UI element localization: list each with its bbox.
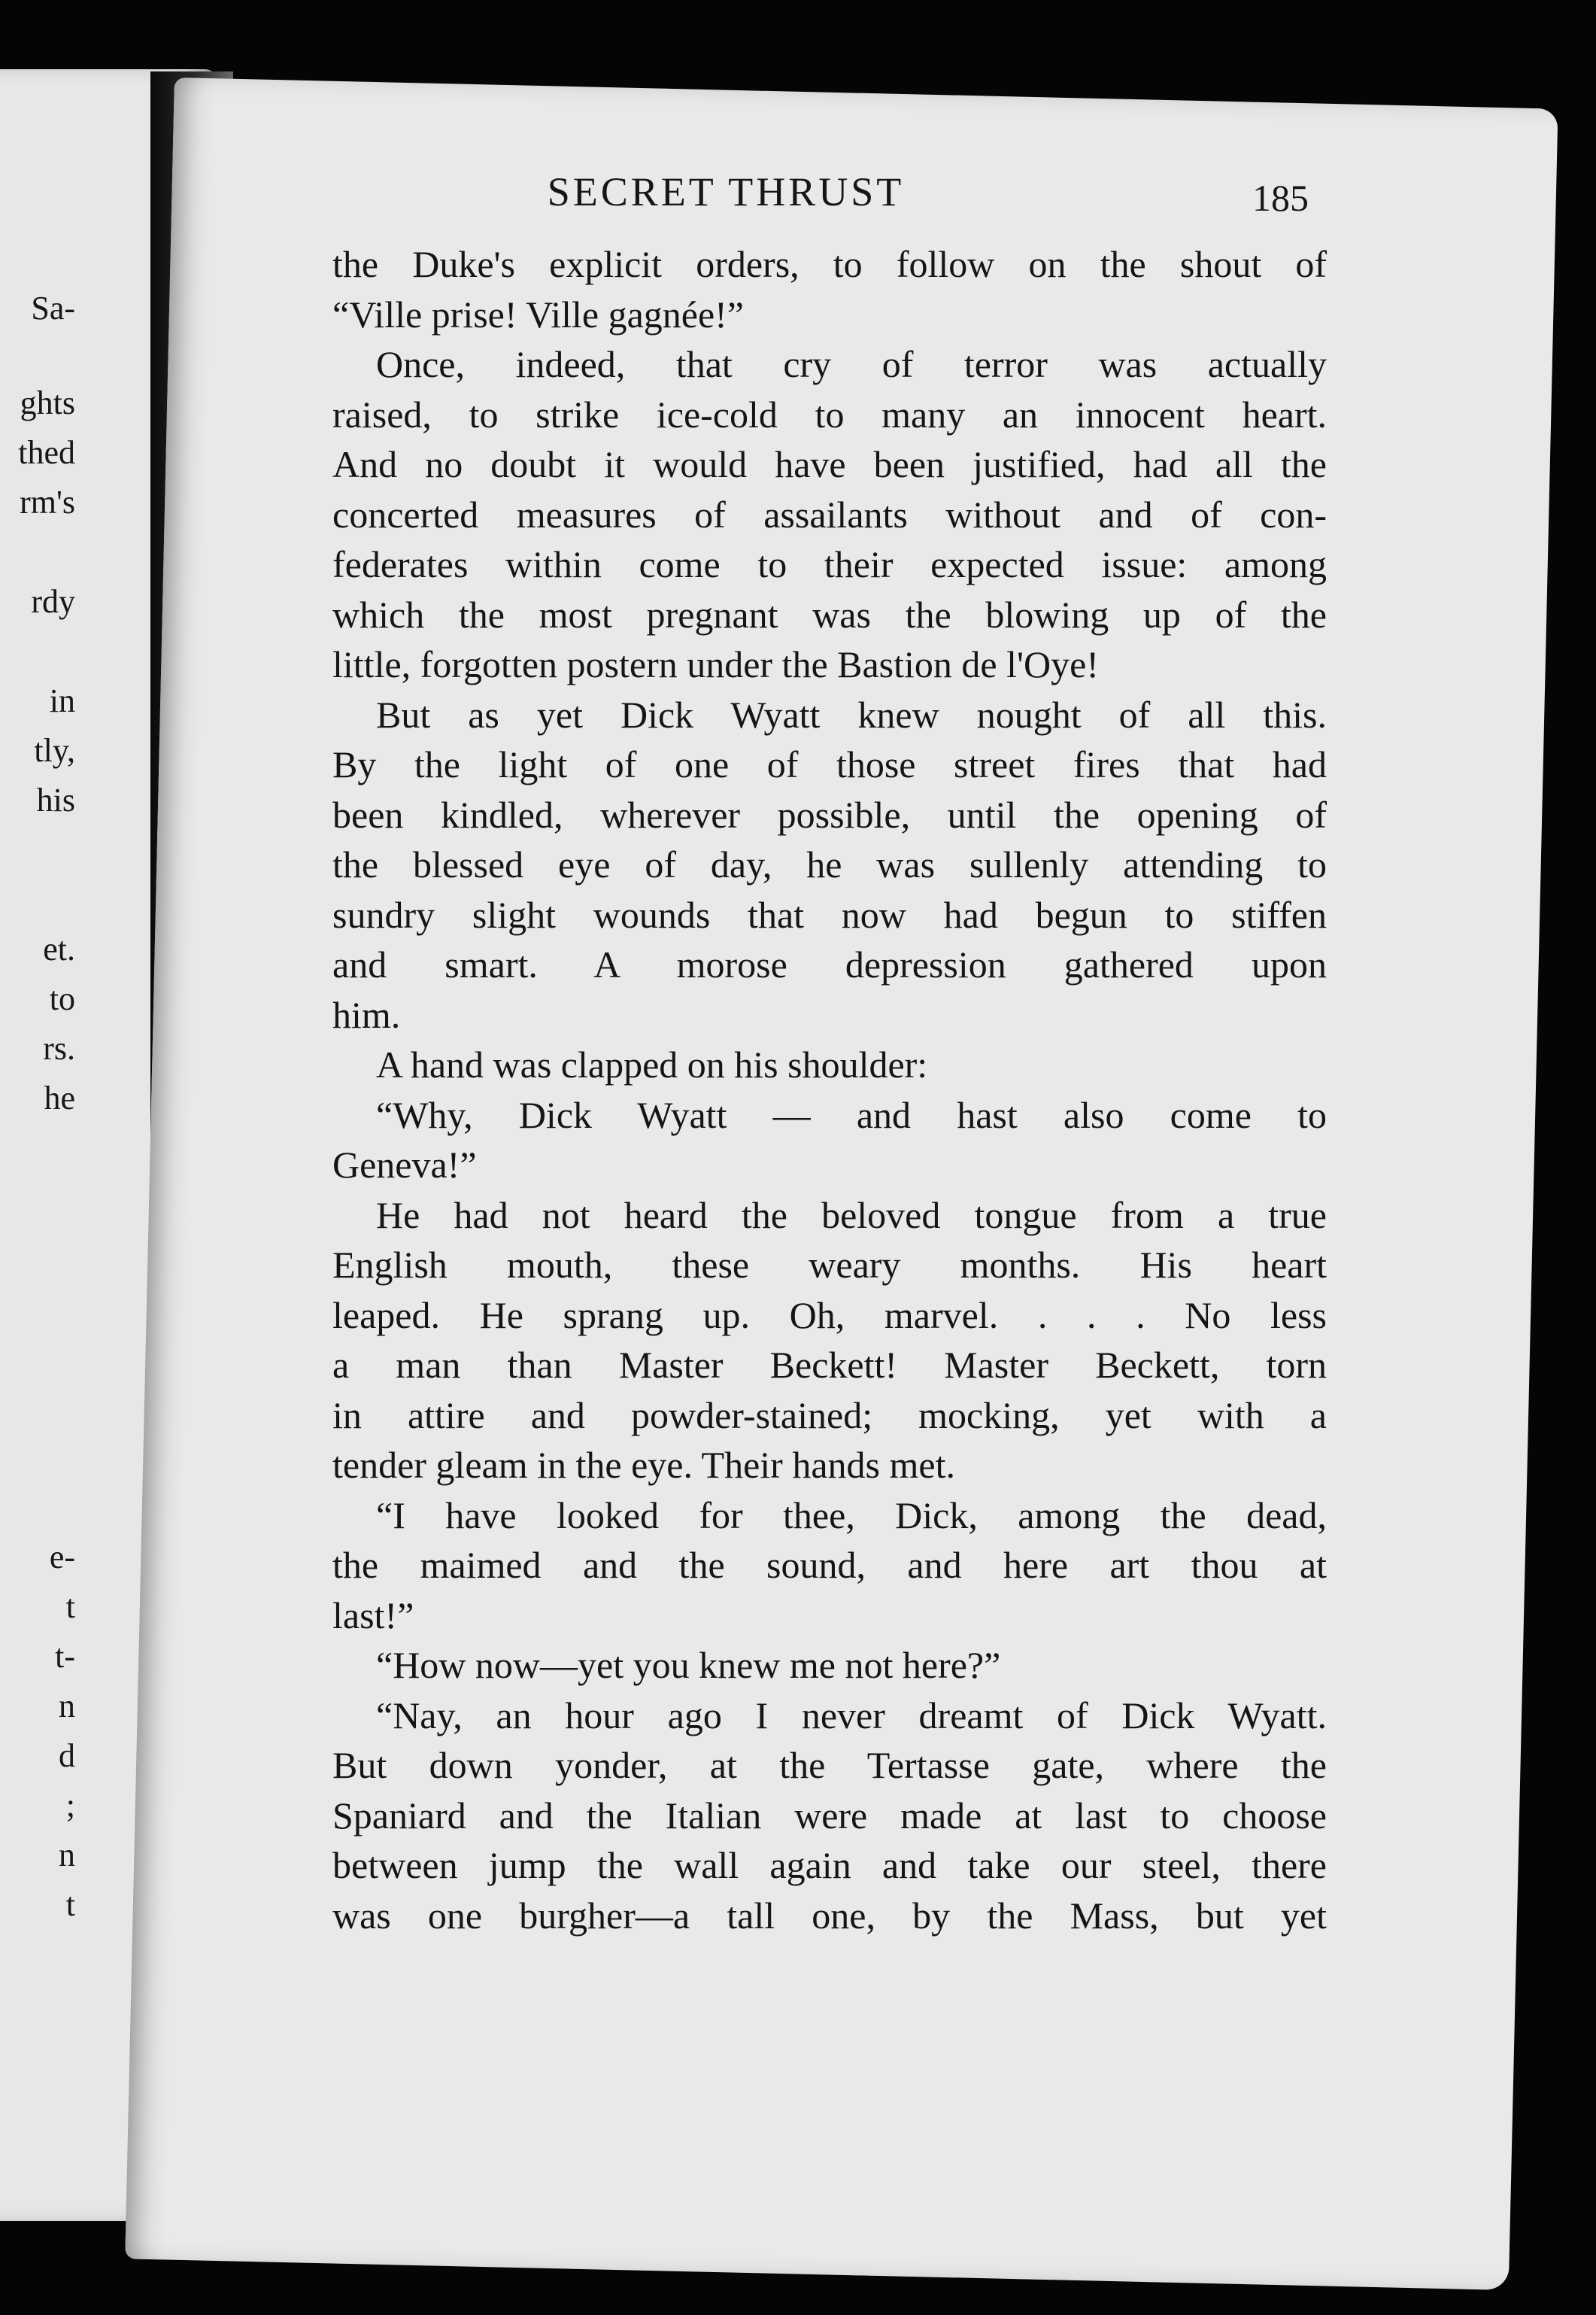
left-page-fragment: in [49, 682, 75, 719]
left-page-fragment: t- [55, 1638, 75, 1675]
text-line: leaped. He sprang up. Oh, marvel. . . . No less [332, 1293, 1327, 1336]
text-line: A hand was clapped on his shoulder: [376, 1044, 928, 1086]
text-line: in attire and powder-stained; mocking, yet with a [332, 1393, 1327, 1436]
text-line: concerted measures of assailants without and of con- [332, 493, 1327, 536]
body-text [332, 239, 1327, 1940]
text-line: the maimed and the sound, and here art thou at [332, 1544, 1327, 1586]
text-line: “How now—yet you knew me not here?” [376, 1644, 1001, 1686]
text-line: and smart. A morose depression gathered upon [332, 943, 1327, 986]
left-page-fragment: thed [18, 434, 75, 471]
text-line: sundry slight wounds that now had begun to stiffen [332, 893, 1327, 936]
text-line: “Ville prise! Ville gagnée!” [332, 293, 744, 336]
left-page-fragment: t [65, 1886, 75, 1923]
text-line: By the light of one of those street fires that had [332, 743, 1327, 785]
page-number: 185 [1252, 177, 1309, 219]
left-page-fragment: he [44, 1080, 75, 1116]
left-page-fragment: his [36, 782, 75, 819]
page-header [432, 169, 1335, 221]
text-line: the Duke's explicit orders, to follow on the shout of [332, 243, 1327, 285]
left-page-fragment: e- [49, 1539, 75, 1575]
text-line: been kindled, wherever possible, until the opening of [332, 793, 1327, 836]
text-line: the blessed eye of day, he was sullenly attending to [332, 843, 1327, 886]
text-line: “Nay, an hour ago I never dreamt of Dick Wyatt. [376, 1694, 1327, 1736]
running-head: SECRET THRUST [547, 169, 905, 214]
text-line: last!” [332, 1593, 414, 1636]
text-line: Once, indeed, that cry of terror was actually [376, 343, 1327, 385]
text-line: little, forgotten postern under the Bastion de l'Oye! [332, 643, 1099, 685]
text-line: “I have looked for thee, Dick, among the dead, [376, 1493, 1327, 1536]
left-page-fragment: n [59, 1837, 75, 1873]
text-line: Spaniard and the Italian were made at last to choose [332, 1794, 1327, 1837]
left-page-fragment: rs. [43, 1030, 75, 1067]
left-page-fragment: t [65, 1588, 75, 1625]
left-page-fragment: to [49, 980, 75, 1017]
left-page-fragment: Sa- [31, 290, 75, 327]
text-line: English mouth, these weary months. His heart [332, 1244, 1327, 1286]
text-line: He had not heard the beloved tongue from a true [376, 1193, 1327, 1236]
text-line: And no doubt it would have been justified, had all the [332, 443, 1327, 485]
left-page-fragment: ; [65, 1787, 75, 1824]
text-line: him. [332, 993, 401, 1036]
text-line: was one burgher—a tall one, by the Mass, but yet [332, 1894, 1327, 1937]
text-line: which the most pregnant was the blowing up of the [332, 593, 1327, 636]
text-line: tender gleam in the eye. Their hands met. [332, 1444, 955, 1486]
text-line: federates within come to their expected issue: among [332, 543, 1327, 585]
text-line: Geneva!” [332, 1144, 477, 1186]
text-line: But as yet Dick Wyatt knew nought of all this. [376, 693, 1327, 736]
text-line: “Why, Dick Wyatt — and hast also come to [376, 1093, 1327, 1136]
left-page-fragment: tly, [34, 732, 75, 769]
text-line: a man than Master Beckett! Master Beckett, torn [332, 1344, 1327, 1386]
left-page-fragment: d [59, 1737, 75, 1774]
text-line: But down yonder, at the Tertasse gate, where the [332, 1744, 1327, 1786]
text-line: between jump the wall again and take our steel, there [332, 1844, 1327, 1886]
left-page-fragment: rm's [20, 484, 75, 521]
left-page-fragment: n [59, 1688, 75, 1724]
left-page-fragment: ghts [20, 384, 75, 421]
text-line: raised, to strike ice-cold to many an innocent heart. [332, 393, 1327, 436]
left-page-fragment: rdy [31, 583, 75, 620]
left-page-fragment: et. [43, 931, 75, 968]
